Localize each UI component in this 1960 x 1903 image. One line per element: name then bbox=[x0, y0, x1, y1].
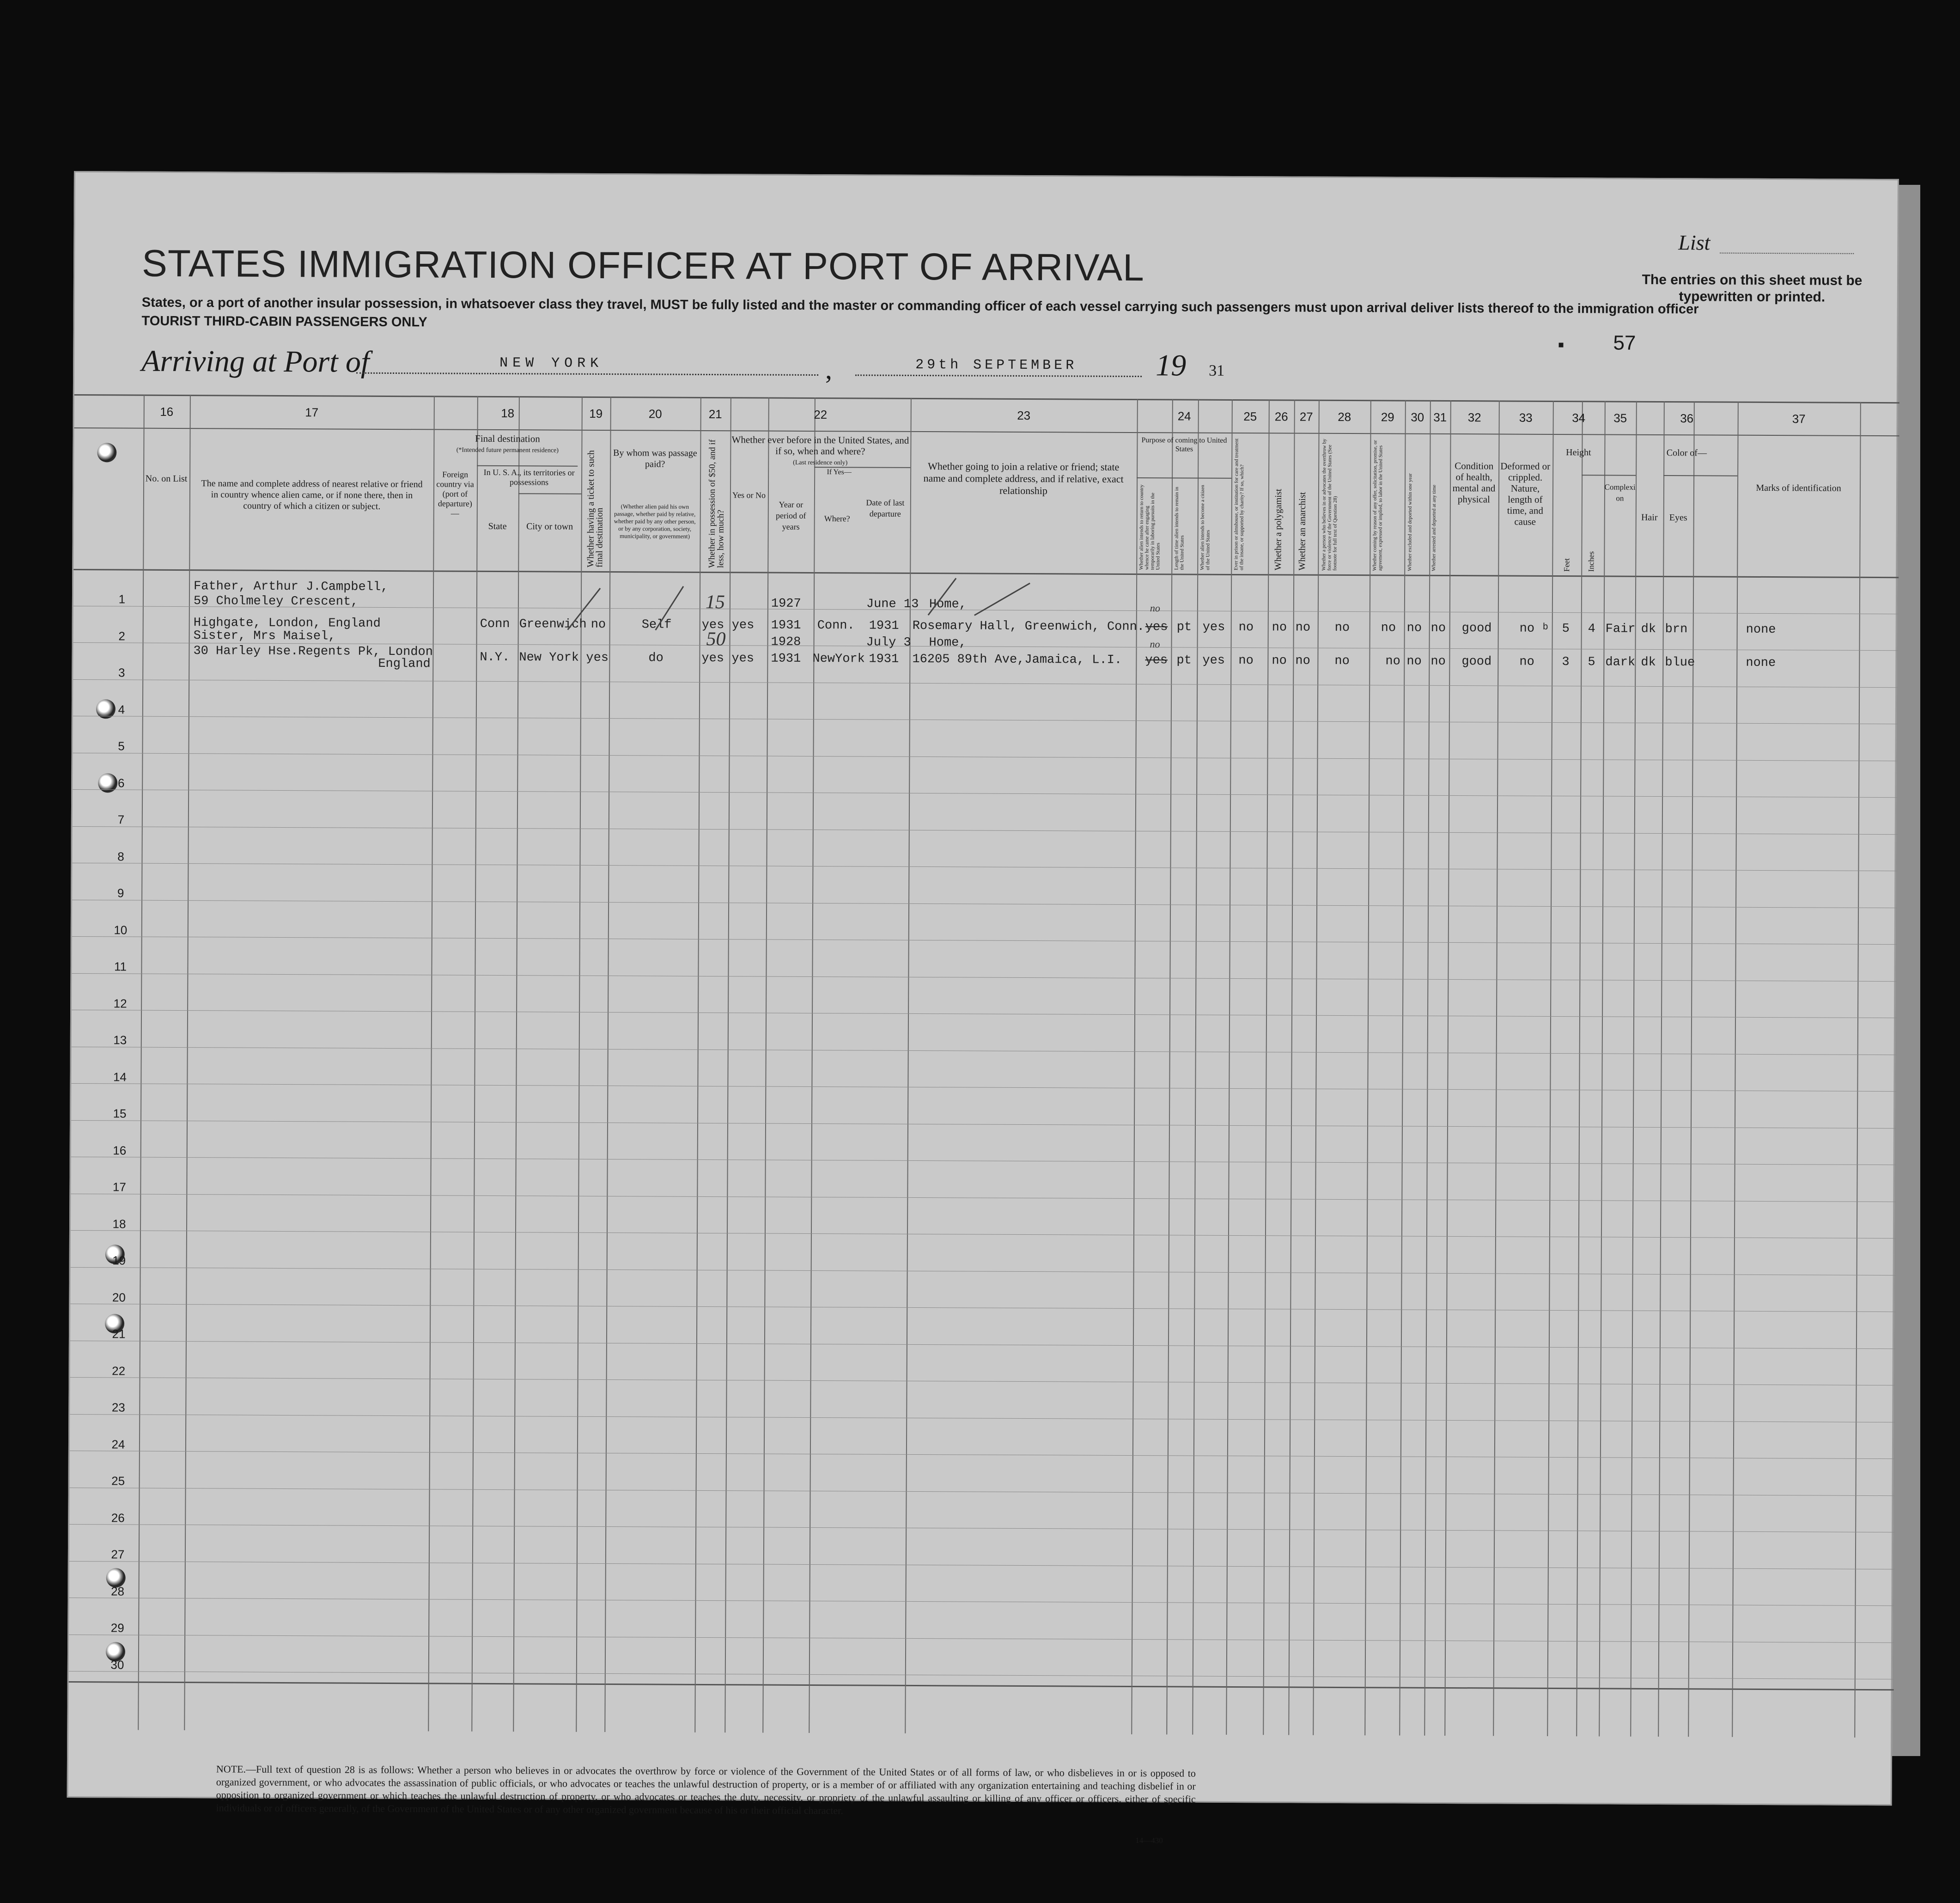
entry-2-deformed: no bbox=[1519, 655, 1534, 669]
row-line bbox=[73, 789, 1898, 798]
header-passage-note: (Whether alien paid his own passage, whether paid by relative, whether paid by any other person, or by any corporation, society, municipality, or government) bbox=[614, 503, 696, 540]
col-num-23: 23 bbox=[1017, 408, 1031, 423]
row-line bbox=[72, 1010, 1897, 1018]
row-line bbox=[70, 1340, 1895, 1348]
entry-1-city: Greenwich bbox=[519, 617, 587, 632]
entry-1-join-line1: Home, bbox=[929, 598, 967, 612]
header-feet: Feet bbox=[1562, 558, 1571, 572]
port-line bbox=[356, 372, 818, 376]
entry-2-citizen: yes bbox=[1202, 653, 1225, 668]
row-number: 7 bbox=[117, 812, 125, 827]
entry-2-year2: 1931 bbox=[771, 652, 801, 666]
row-number: 3 bbox=[118, 665, 125, 680]
entry-1-paid-by: Self bbox=[641, 618, 672, 632]
entry-1-departure-year: 1931 bbox=[869, 619, 899, 633]
entry-1-year1: 1927 bbox=[771, 597, 801, 611]
header-prison: Ever in prison or almshouse, or institution for care and treatment of the insane, or supported by charity? If so, which? bbox=[1233, 438, 1245, 571]
entry-2-return-note: no bbox=[1150, 638, 1160, 650]
entry-2-city: New York bbox=[519, 651, 579, 665]
entry-1-length: pt bbox=[1176, 620, 1192, 634]
row-line bbox=[72, 936, 1897, 945]
row-number: 30 bbox=[110, 1657, 124, 1672]
header-deported: Whether arrested and deported at any time bbox=[1431, 484, 1437, 571]
row-number: 13 bbox=[113, 1033, 127, 1047]
entry-1-q31: no bbox=[1430, 621, 1446, 635]
entry-2-length: pt bbox=[1176, 653, 1192, 668]
row-number: 28 bbox=[111, 1584, 125, 1598]
col-num-22: 22 bbox=[814, 407, 828, 422]
entry-2-health: good bbox=[1461, 655, 1492, 669]
entry-2-hair: dk bbox=[1641, 655, 1656, 670]
arriving-label: Arriving at Port of bbox=[141, 344, 370, 379]
header-year: Year or period of years bbox=[775, 500, 806, 531]
entry-1-q28: no bbox=[1334, 621, 1350, 635]
ditto-strokes bbox=[563, 579, 730, 635]
entry-2-departure-date: July 3 bbox=[866, 635, 911, 650]
header-ticket: Whether having a ticket to such final destination bbox=[585, 450, 605, 568]
col-num-26: 26 bbox=[1274, 409, 1288, 424]
entry-2-join-line2: 16205 89th Ave,Jamaica, L.I. bbox=[912, 652, 1122, 667]
header-height: Height bbox=[1566, 447, 1591, 458]
col-num-28: 28 bbox=[1338, 409, 1351, 424]
entry-1-hair: dk bbox=[1641, 622, 1656, 636]
header-purpose: Purpose of coming to United States bbox=[1141, 436, 1227, 453]
entry-2-relative-line1: Sister, Mrs Maisel, bbox=[193, 629, 336, 644]
row-number: 2 bbox=[118, 628, 125, 643]
entry-1-money-note: 15 bbox=[705, 591, 725, 613]
col-num-18: 18 bbox=[501, 406, 515, 421]
row-number: 29 bbox=[110, 1621, 124, 1635]
header-hair: Hair bbox=[1641, 512, 1658, 523]
row-line bbox=[71, 1230, 1896, 1238]
list-label: List bbox=[1678, 231, 1710, 255]
header-if-yes: If Yes— bbox=[827, 468, 852, 476]
header-complexion: Complexion bbox=[1604, 482, 1636, 503]
entry-1-eyes: brn bbox=[1665, 622, 1688, 637]
form-code: 14—430 bbox=[1135, 1836, 1163, 1845]
entry-2-eyes: blue bbox=[1665, 656, 1695, 670]
col-num-32: 32 bbox=[1467, 410, 1481, 425]
header-final-destination-note: (*Intended future permanent residence) bbox=[456, 446, 559, 454]
entry-1-feet: 5 bbox=[1562, 622, 1570, 636]
row-line bbox=[70, 1451, 1895, 1459]
header-relative: The name and complete address of nearest relative or friend in country whence alien came, or if none there, then in country of which a citizen or subject. bbox=[201, 478, 423, 512]
entry-2-where: NewYork bbox=[812, 652, 865, 666]
row-line bbox=[70, 1304, 1895, 1312]
row-line bbox=[69, 1524, 1894, 1532]
header-passage-paid: By whom was passage paid? bbox=[613, 448, 697, 470]
entry-1-before: yes bbox=[731, 618, 755, 633]
list-number: 57 bbox=[1613, 331, 1636, 354]
row-line bbox=[72, 1046, 1897, 1055]
header-before-in-us: Whether ever before in the United States, and if so, when and where? bbox=[731, 434, 909, 457]
row-number: 14 bbox=[113, 1069, 127, 1084]
entry-2-q30: no bbox=[1406, 654, 1422, 669]
col-num-17: 17 bbox=[305, 405, 319, 420]
entry-2-anarchist: no bbox=[1295, 654, 1310, 668]
col-num-19: 19 bbox=[589, 406, 603, 421]
row-number: 10 bbox=[114, 922, 128, 937]
row-line bbox=[71, 1193, 1896, 1202]
entry-2-q28: no bbox=[1334, 654, 1350, 669]
row-line bbox=[70, 1487, 1895, 1495]
entry-2-year1: 1928 bbox=[771, 635, 801, 649]
entry-1-deformed: no bbox=[1519, 622, 1535, 636]
entry-1-return-note: no bbox=[1150, 602, 1160, 614]
row-number: 26 bbox=[111, 1510, 125, 1525]
entries-note: The entries on this sheet must be typewritten or printed. bbox=[1642, 272, 1863, 305]
row-line bbox=[73, 826, 1898, 834]
entry-1-relative-line3: Highgate, London, England bbox=[193, 616, 381, 631]
row-number: 11 bbox=[114, 959, 127, 974]
entry-1-where: Conn. bbox=[817, 619, 855, 633]
col-num-34: 34 bbox=[1572, 411, 1586, 425]
entry-2-q31: no bbox=[1430, 654, 1446, 669]
header-question-28: Whether a person who believes in or advocates the overthrow by force or violence of the Government of the United States (See footnote for full text of Question 28) bbox=[1321, 439, 1338, 571]
entry-1-citizen: yes bbox=[1202, 620, 1225, 634]
row-line bbox=[73, 679, 1898, 688]
col-num-31: 31 bbox=[1433, 410, 1447, 424]
entry-1-intends-return: yes bbox=[1145, 620, 1168, 634]
year-prefix: 19 bbox=[1156, 348, 1187, 383]
col-num-30: 30 bbox=[1411, 410, 1424, 424]
row-number: 24 bbox=[111, 1437, 125, 1452]
row-line bbox=[71, 1267, 1896, 1275]
manifest-grid bbox=[68, 394, 1899, 1738]
row-line bbox=[71, 1083, 1896, 1092]
row-number: 1 bbox=[118, 592, 126, 606]
entry-1-deformed-mark: b bbox=[1542, 622, 1548, 633]
entry-1-marks: none bbox=[1746, 622, 1776, 637]
row-number: 8 bbox=[117, 849, 124, 863]
header-length-of-stay: Length of time alien intends to remain in the United States bbox=[1174, 487, 1185, 570]
row-number: 18 bbox=[112, 1216, 126, 1231]
entry-1-inches: 4 bbox=[1588, 622, 1595, 636]
entry-2-intends-return: yes bbox=[1145, 653, 1168, 668]
header-foreign-country: Foreign country via (port of departure)— bbox=[436, 470, 474, 518]
date-line bbox=[855, 374, 1142, 377]
entry-2-state: N.Y. bbox=[480, 650, 510, 665]
entry-1-join-line2: Rosemary Hall, Greenwich, Conn. bbox=[912, 619, 1145, 634]
row-number: 9 bbox=[117, 886, 124, 900]
entry-2-money-note: 50 bbox=[706, 628, 726, 650]
row-number: 20 bbox=[112, 1290, 126, 1305]
header-date-departure: Date of last departure bbox=[866, 498, 905, 518]
row-line bbox=[69, 1598, 1894, 1606]
col-num-20: 20 bbox=[648, 407, 662, 421]
col-num-25: 25 bbox=[1243, 409, 1257, 424]
manifest-sheet bbox=[67, 171, 1899, 1845]
header-anarchist: Whether an anarchist bbox=[1297, 492, 1308, 571]
entry-2-complexion: dark bbox=[1605, 655, 1636, 670]
header-polygamist: Whether a polygamist bbox=[1273, 488, 1284, 571]
col-num-27: 27 bbox=[1299, 409, 1313, 424]
row-number: 15 bbox=[113, 1106, 127, 1121]
header-deformed: Deformed or crippled. Nature, length of time, and cause bbox=[1500, 460, 1551, 527]
col-num-36: 36 bbox=[1680, 411, 1694, 426]
entry-1-q30: no bbox=[1406, 621, 1422, 635]
header-no-on-list: No. on List bbox=[145, 473, 188, 484]
header-state: State bbox=[488, 521, 507, 532]
entry-2-q29: no bbox=[1385, 654, 1400, 669]
header-final-destination: Final destination bbox=[475, 433, 540, 445]
entry-1-health: good bbox=[1461, 622, 1492, 636]
header-color-of: Color of— bbox=[1666, 448, 1707, 458]
entry-2-relative-line3: England bbox=[378, 657, 431, 671]
date-value: 29th SEPTEMBER bbox=[915, 357, 1077, 374]
header-intends-return: Whether alien intends to return to country whence he came after engaging temporarily in laboring pursuits in the United States bbox=[1138, 484, 1161, 570]
header-excluded: Whether excluded and deported within one year bbox=[1407, 473, 1413, 571]
row-line bbox=[71, 1157, 1896, 1165]
row-line bbox=[72, 899, 1897, 908]
entry-2-prison: no bbox=[1238, 654, 1254, 668]
entry-1-polygamist: no bbox=[1272, 621, 1287, 635]
row-number: 5 bbox=[118, 739, 125, 753]
row-number: 4 bbox=[118, 702, 125, 716]
row-number: 16 bbox=[113, 1143, 127, 1158]
entry-1-state: Conn bbox=[480, 617, 510, 632]
row-line bbox=[69, 1561, 1894, 1569]
footnote: NOTE.—Full text of question 28 is as follows: Whether a person who believes in or advocates the overthrow by force or violence of the Government of the United States or of all forms of law, or who disbelieves in or is opposed to organized government, or who advocates the assassination of public officials, or who advocates or teaches the unlawful destruction of property, or is a member of or affiliated with any organization entertaining and teaching disbelief in or opposition to organized government or which teaches the unlawful destruction of property, or who advocates or teaches the duty, necessity, or propriety of the unlawful assaulting or killing of any officer or officers, either of specific individuals or of officers generally, of the Government of the United States or of any other organized government because of his or their official character. bbox=[216, 1763, 1196, 1817]
row-number: 21 bbox=[112, 1327, 126, 1341]
row-line bbox=[70, 1377, 1895, 1385]
col-num-16: 16 bbox=[160, 404, 174, 419]
list-line bbox=[1720, 253, 1854, 254]
row-number: 17 bbox=[112, 1180, 126, 1194]
row-line bbox=[72, 863, 1897, 871]
entry-1-year2: 1931 bbox=[771, 618, 801, 633]
entry-2-marks: none bbox=[1746, 656, 1776, 671]
entry-1-ticket: no bbox=[590, 617, 606, 632]
port-value: NEW YORK bbox=[499, 355, 603, 372]
entry-1-q29: no bbox=[1381, 621, 1396, 635]
col-num-21: 21 bbox=[708, 407, 722, 421]
row-number: 19 bbox=[112, 1253, 126, 1268]
year-suffix: 31 bbox=[1209, 362, 1225, 379]
entry-1-prison: no bbox=[1238, 621, 1254, 635]
header-marks: Marks of identification bbox=[1756, 482, 1841, 494]
entry-2-ticket: yes bbox=[586, 651, 609, 665]
header-city: City or town bbox=[526, 521, 573, 532]
entry-1-money: yes bbox=[701, 618, 724, 633]
row-line bbox=[73, 716, 1898, 724]
row-number: 25 bbox=[111, 1474, 125, 1488]
header-in-usa: In U. S. A., its territories or possessions bbox=[483, 467, 575, 487]
entry-1-relative-line1: Father, Arthur J.Campbell, bbox=[194, 579, 389, 594]
row-line bbox=[73, 753, 1898, 761]
mark-dot: ▪ bbox=[1558, 334, 1564, 355]
entry-2-money: yes bbox=[701, 651, 724, 666]
form-subtitle: States, or a port of another insular possession, in whatsoever class they travel, MUST be fully listed and the master or commanding officer of each vessel carrying such passengers must upon arrival deliver lists thereof to the immigration officer bbox=[141, 295, 1699, 317]
entry-1-complexion: Fair bbox=[1605, 622, 1636, 636]
header-eyes: Eyes bbox=[1669, 512, 1687, 523]
entry-2-polygamist: no bbox=[1272, 654, 1287, 668]
entry-2-inches: 5 bbox=[1588, 655, 1595, 670]
entry-1-departure-date: June 13 bbox=[866, 597, 919, 611]
row-line bbox=[71, 1120, 1896, 1128]
row-number: 27 bbox=[111, 1547, 125, 1561]
header-before-note: (Last residence only) bbox=[793, 459, 848, 467]
comma: , bbox=[825, 354, 833, 385]
passenger-class: TOURIST THIRD-CABIN PASSENGERS ONLY bbox=[141, 313, 427, 330]
row-number: 12 bbox=[113, 996, 127, 1011]
tick-strokes bbox=[919, 560, 1040, 629]
header-labor-offer: Whether coming by reason of any offer, solicitation, promise, or agreement, expressed or implied, to labor in the United States bbox=[1372, 440, 1384, 571]
col-num-33: 33 bbox=[1519, 410, 1533, 425]
form-title: STATES IMMIGRATION OFFICER AT PORT OF ARRIVAL bbox=[141, 242, 1144, 289]
entry-2-feet: 3 bbox=[1562, 655, 1570, 670]
entry-1-relative-line2: 59 Cholmeley Crescent, bbox=[193, 594, 359, 609]
header-health: Condition of health, mental and physical bbox=[1452, 460, 1496, 505]
row-number: 23 bbox=[111, 1400, 125, 1415]
col-num-29: 29 bbox=[1381, 410, 1394, 424]
row-line bbox=[70, 1414, 1895, 1422]
header-where: Where? bbox=[824, 514, 850, 524]
row-line bbox=[69, 1671, 1894, 1679]
row-number: 22 bbox=[112, 1363, 126, 1378]
entry-2-departure-year: 1931 bbox=[869, 652, 899, 666]
header-intends-citizen: Whether alien intends to become a citizen of the United States bbox=[1199, 485, 1211, 570]
col-num-35: 35 bbox=[1613, 411, 1627, 425]
header-yes-no: Yes or No bbox=[732, 490, 766, 500]
entry-1-anarchist: no bbox=[1295, 621, 1311, 635]
header-fifty-dollars: Whether in possession of $50, and if less, how much? bbox=[707, 439, 726, 568]
row-number: 6 bbox=[117, 775, 125, 790]
row-line bbox=[72, 973, 1897, 981]
entry-2-paid-by: do bbox=[648, 651, 663, 665]
header-join-relative: Whether going to join a relative or friend; state name and complete address, and if relative, exact relationship bbox=[923, 460, 1124, 497]
row-line bbox=[69, 1634, 1894, 1642]
col-num-24: 24 bbox=[1177, 409, 1191, 423]
entry-2-join-line1: Home, bbox=[929, 636, 967, 650]
header-inches: Inches bbox=[1587, 551, 1596, 572]
entry-2-before: yes bbox=[731, 652, 755, 666]
col-num-37: 37 bbox=[1792, 412, 1806, 426]
entry-2-relative-line2: 30 Harley Hse.Regents Pk, London bbox=[193, 644, 433, 659]
